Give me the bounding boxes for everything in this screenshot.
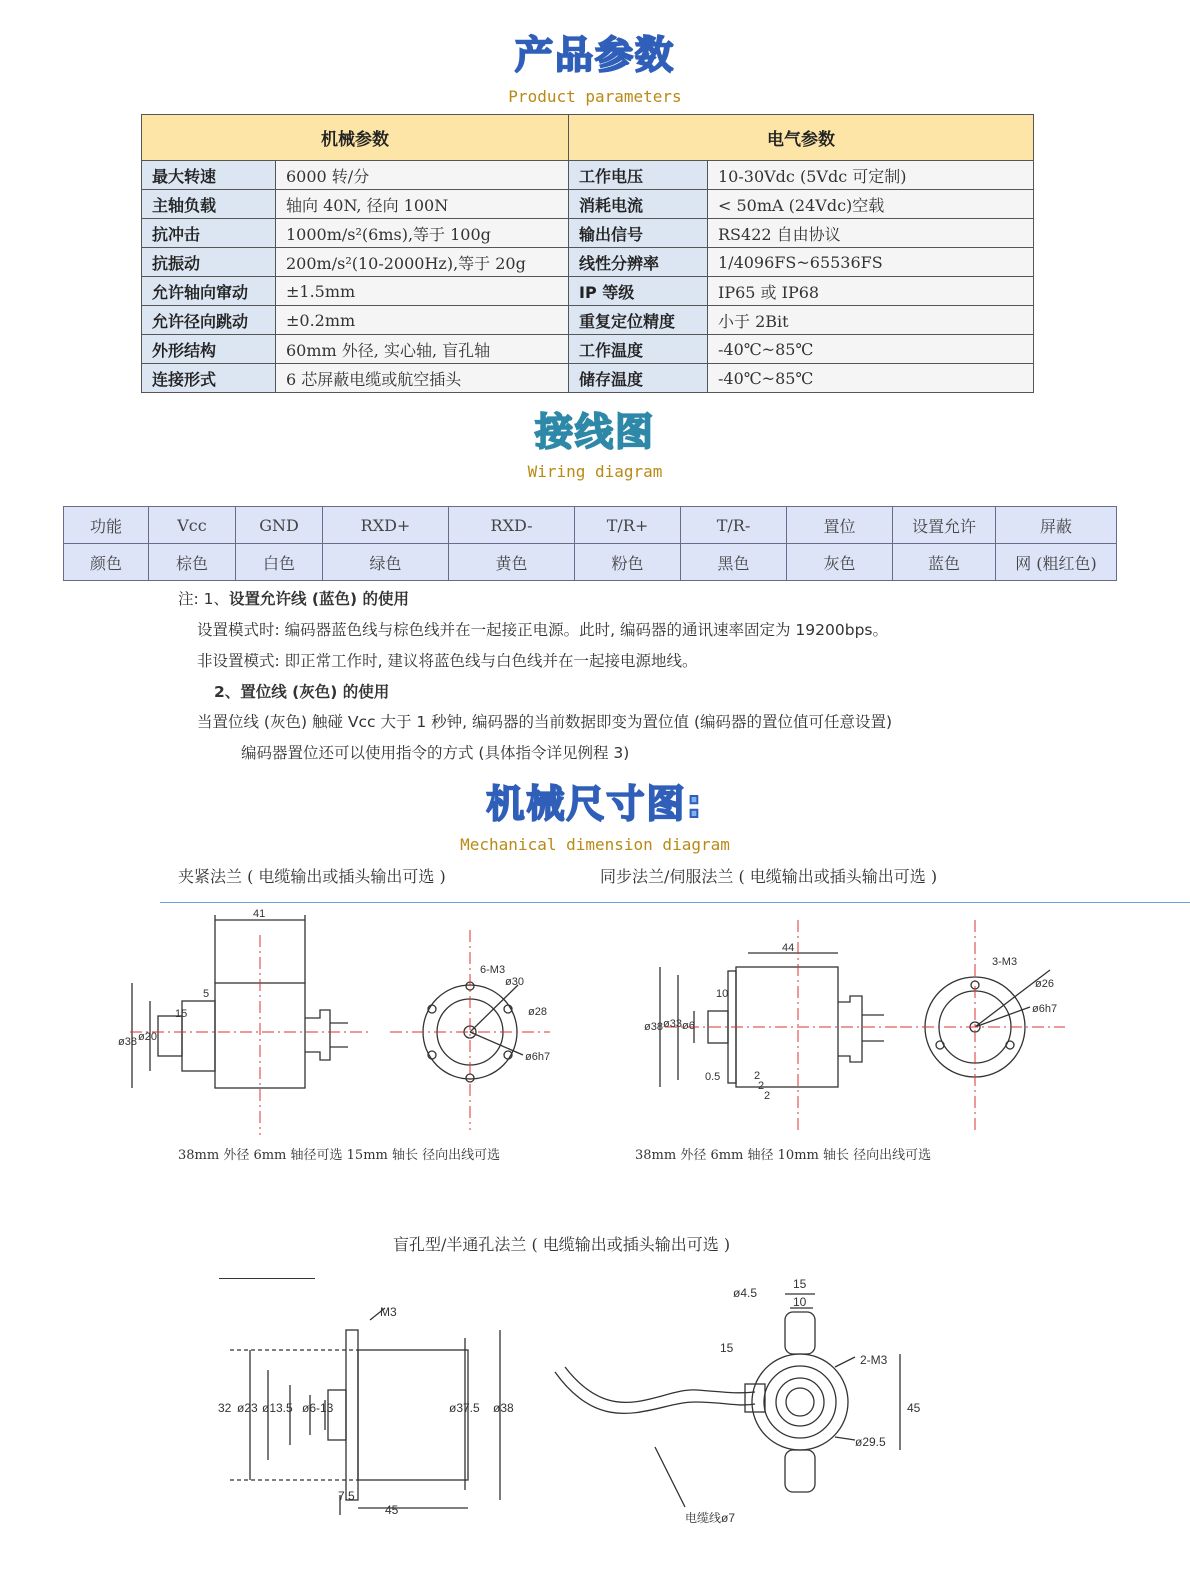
clamp-caption: 38mm 外径 6mm 轴径可选 15mm 轴长 径向出线可选 <box>178 1148 501 1163</box>
wire-function: 设置允许 <box>893 507 996 544</box>
dim-label: ø4.5 <box>733 1286 758 1300</box>
dim-label: 15 <box>793 1277 807 1291</box>
note-2-title: 2、置位线 (灰色) 的使用 <box>214 683 390 701</box>
wiring-table <box>63 506 1117 581</box>
dim-label: ø26 <box>1035 978 1054 990</box>
wire-function: 功能 <box>64 507 149 544</box>
mechanical-title: 机械尺寸图: <box>486 782 704 826</box>
dim-label: 45 <box>385 1503 399 1517</box>
sync-flange-title: 同步法兰/伺服法兰 ( 电缆输出或插头输出可选 ) <box>600 867 938 886</box>
dim-label: ø6 <box>682 1020 695 1032</box>
note-1-line-2: 非设置模式: 即正常工作时, 建议将蓝色线与白色线并在一起接电源地线。 <box>197 652 698 670</box>
elec-value: 10-30Vdc (5Vdc 可定制) <box>708 161 1034 190</box>
hollow-shaft-front-drawing <box>545 1272 935 1532</box>
blind-flange-title: 盲孔型/半通孔法兰 ( 电缆输出或插头输出可选 ) <box>393 1235 731 1254</box>
dim-label: 2 <box>758 1080 765 1092</box>
mech-key: 允许径向跳动 <box>142 306 276 335</box>
dim-label: 电缆线ø7 <box>685 1511 736 1525</box>
dim-label: 41 <box>253 908 266 920</box>
dim-label: 2-M3 <box>860 1353 888 1367</box>
wire-color: 绿色 <box>323 544 449 581</box>
dim-label: ø6h7 <box>525 1051 551 1063</box>
mechanical-subtitle: Mechanical dimension diagram <box>460 835 730 854</box>
clamp-flange-title: 夹紧法兰 ( 电缆输出或插头输出可选 ) <box>178 867 446 886</box>
table-row <box>142 277 1034 306</box>
mech-value: 6000 转/分 <box>276 161 569 190</box>
wire-function: T/R- <box>681 507 787 544</box>
dim-label: 32 <box>218 1401 232 1415</box>
dim-label: ø30 <box>505 976 524 988</box>
dim-label: ø6h7 <box>1032 1003 1058 1015</box>
dim-label: ø23 <box>237 1401 258 1415</box>
mech-value: 轴向 40N, 径向 100N <box>276 190 569 219</box>
elec-value: IP65 或 IP68 <box>708 277 1034 306</box>
note-1-title: 设置允许线 (蓝色) 的使用 <box>229 590 409 608</box>
wire-color: 黄色 <box>449 544 575 581</box>
dim-label: 0.5 <box>705 1071 721 1083</box>
elec-value: -40℃~85℃ <box>708 335 1034 364</box>
elec-value: RS422 自由协议 <box>708 219 1034 248</box>
wire-function: Vcc <box>149 507 236 544</box>
mech-key: 最大转速 <box>142 161 276 190</box>
mech-value: 60mm 外径, 实心轴, 盲孔轴 <box>276 335 569 364</box>
dim-label: 2 <box>754 1070 761 1082</box>
wire-color: 颜色 <box>64 544 149 581</box>
elec-value: 1/4096FS~65536FS <box>708 248 1034 277</box>
dim-label: 6-M3 <box>480 964 506 976</box>
wire-function: 置位 <box>787 507 893 544</box>
mech-key: 外形结构 <box>142 335 276 364</box>
note-2-line-2: 编码器置位还可以使用指令的方式 (具体指令详见例程 3) <box>241 744 630 762</box>
mech-key: 允许轴向窜动 <box>142 277 276 306</box>
mech-key: 主轴负载 <box>142 190 276 219</box>
dim-label: ø6-13 <box>302 1401 334 1415</box>
note-1-heading <box>178 587 409 609</box>
dim-label: ø13.5 <box>262 1401 293 1415</box>
wiring-title: 接线图 <box>534 410 655 454</box>
wire-color: 棕色 <box>149 544 236 581</box>
elec-value: < 50mA (24Vdc)空载 <box>708 190 1034 219</box>
dim-label: 15 <box>175 1008 188 1020</box>
mech-header: 机械参数 <box>142 115 569 161</box>
color-row <box>64 544 1117 581</box>
elec-key: 工作温度 <box>569 335 708 364</box>
mech-value: 200m/s²(10-2000Hz),等于 20g <box>276 248 569 277</box>
wire-function: 屏蔽 <box>996 507 1117 544</box>
dim-label: ø29.5 <box>855 1435 886 1449</box>
wire-color: 黑色 <box>681 544 787 581</box>
clamp-flange-drawing <box>100 905 580 1135</box>
dim-label: M3 <box>380 1305 397 1319</box>
elec-key: 工作电压 <box>569 161 708 190</box>
wire-color: 灰色 <box>787 544 893 581</box>
dim-label: ø33 <box>663 1018 682 1030</box>
wire-color: 粉色 <box>575 544 681 581</box>
table-row <box>142 364 1034 393</box>
note-1-prefix: 注: 1、 <box>178 590 230 608</box>
elec-key: IP 等级 <box>569 277 708 306</box>
table-row <box>142 190 1034 219</box>
product-params-table <box>141 114 1034 393</box>
dim-label: ø38 <box>118 1036 137 1048</box>
wiring-subtitle: Wiring diagram <box>527 462 663 481</box>
blind-hole-side-drawing <box>210 1290 540 1520</box>
dim-label: 5 <box>203 988 210 1000</box>
wire-function: GND <box>236 507 323 544</box>
table-row <box>142 219 1034 248</box>
function-row <box>64 507 1117 544</box>
short-rule <box>219 1278 315 1279</box>
elec-value: -40℃~85℃ <box>708 364 1034 393</box>
elec-value: 小于 2Bit <box>708 306 1034 335</box>
elec-key: 输出信号 <box>569 219 708 248</box>
mech-key: 抗振动 <box>142 248 276 277</box>
mech-key: 抗冲击 <box>142 219 276 248</box>
sync-caption: 38mm 外径 6mm 轴径 10mm 轴长 径向出线可选 <box>635 1148 932 1163</box>
section-divider <box>160 902 1190 903</box>
elec-key: 重复定位精度 <box>569 306 708 335</box>
table-row <box>142 161 1034 190</box>
note-2-line-1: 当置位线 (灰色) 触碰 Vcc 大于 1 秒钟, 编码器的当前数据即变为置位值 (编码器的置位值可任意设置) <box>197 713 893 731</box>
table-row <box>142 248 1034 277</box>
wire-function: RXD+ <box>323 507 449 544</box>
dim-label: 45 <box>907 1401 921 1415</box>
dim-label: 10 <box>716 988 729 1000</box>
elec-key: 储存温度 <box>569 364 708 393</box>
table-row <box>142 306 1034 335</box>
dim-label: ø20 <box>138 1031 157 1043</box>
dim-label: 7.5 <box>338 1489 355 1503</box>
mech-key: 连接形式 <box>142 364 276 393</box>
dim-label: 15 <box>720 1341 734 1355</box>
dim-label: ø37.5 <box>449 1401 480 1415</box>
product-subtitle: Product parameters <box>508 87 682 106</box>
mech-value: 6 芯屏蔽电缆或航空插头 <box>276 364 569 393</box>
mech-value: ±1.5mm <box>276 277 569 306</box>
wire-color: 网 (粗红色) <box>996 544 1117 581</box>
product-title: 产品参数 <box>514 33 675 77</box>
elec-key: 线性分辨率 <box>569 248 708 277</box>
dim-label: 10 <box>793 1295 807 1309</box>
dim-label: 44 <box>782 942 795 954</box>
table-row <box>142 335 1034 364</box>
dim-label: ø28 <box>528 1006 547 1018</box>
elec-header: 电气参数 <box>569 115 1034 161</box>
dim-label: 2 <box>764 1090 771 1102</box>
dim-label: ø38 <box>493 1401 514 1415</box>
mech-value: ±0.2mm <box>276 306 569 335</box>
sync-flange-drawing <box>630 905 1090 1135</box>
note-1-line-1: 设置模式时: 编码器蓝色线与棕色线并在一起接正电源。此时, 编码器的通讯速率固定为 19200bps。 <box>197 621 888 639</box>
wire-function: RXD- <box>449 507 575 544</box>
elec-key: 消耗电流 <box>569 190 708 219</box>
wire-function: T/R+ <box>575 507 681 544</box>
wire-color: 白色 <box>236 544 323 581</box>
dim-label: ø38 <box>644 1021 663 1033</box>
wire-color: 蓝色 <box>893 544 996 581</box>
mech-value: 1000m/s²(6ms),等于 100g <box>276 219 569 248</box>
dim-label: 3-M3 <box>992 956 1018 968</box>
